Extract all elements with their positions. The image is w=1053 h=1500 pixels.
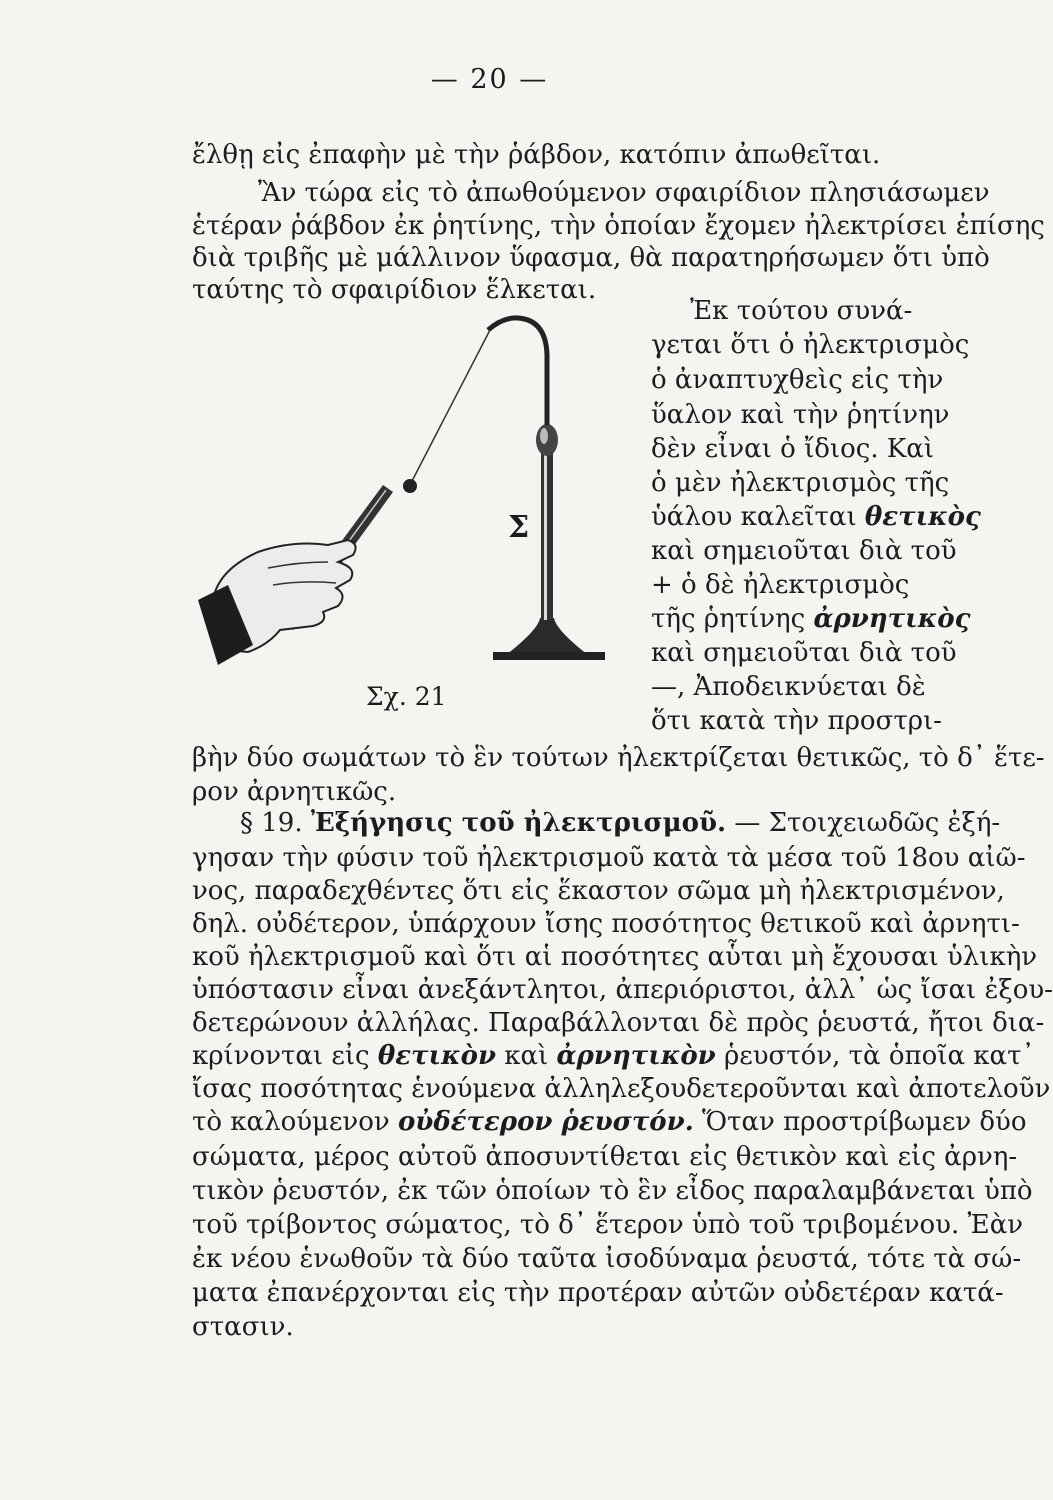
side-text-line: —, Ἀποδεικνύεται δὲ [651,672,926,702]
pendulum-ball [403,479,417,493]
figure-electroscope [188,300,648,720]
side-text-line: + ὁ δὲ ἠλεκτρισμὸς [651,570,910,600]
side-text-line [651,606,970,632]
text-line: στασιν. [192,1312,294,1342]
side-text-line: ὁ ἀναπτυχθεὶς εἰς τὴν [651,365,944,395]
text-line: ἐκ νέου ἑνωθοῦν τὰ δύο ταῦτα ἰσοδύναμα ῥευστά, τότε τὰ σώ- [192,1244,1022,1274]
text-fragment: — Στοιχειωδῶς ἐξή- [734,808,1001,838]
side-text-fragment: ὑάλου καλεῖται [651,502,857,532]
text-line: σώματα, μέρος αὐτοῦ ἀποσυντίθεται εἰς θετικὸν καὶ εἰς ἀρνη- [192,1142,1018,1172]
text-line [192,1043,1034,1069]
side-text-line: καὶ σημειοῦται διὰ τοῦ [651,638,957,668]
side-text-line: Ἐκ τούτου συνά- [690,296,913,326]
side-text-fragment: τῆς ῥητίνης [651,604,806,634]
term-negative-fluid: ἀρνητικὸν [556,1041,716,1071]
text-line: ἑτέραν ῥάβδον ἐκ ῥητίνης, τὴν ὁποίαν ἔχομεν ἠλεκτρίσει ἐπίσης [192,211,1045,241]
stand-arm [488,318,547,425]
text-fragment: τὸ καλούμενον [192,1107,390,1137]
side-text-line: ὁ μὲν ἠλεκτρισμὸς τῆς [651,468,950,498]
side-text-line [651,504,981,530]
stand-base [506,618,588,655]
section-heading: Ἐξήγησις τοῦ ἠλεκτρισμοῦ. [310,808,727,838]
side-text-line: καὶ σημειοῦται διὰ τοῦ [651,536,957,566]
text-fragment: Ὅταν προστρίβωμεν δύο [702,1107,1027,1137]
term-neutral-fluid: οὐδέτερον ῥευστόν. [397,1107,694,1137]
text-line: τοῦ τρίβοντος σώματος, τὸ δ᾽ ἕτερον ὑπὸ τοῦ τριβομένου. Ἐὰν [192,1210,1024,1240]
term-negative: ἀρνητικὸς [813,604,971,634]
text-line: κοῦ ἠλεκτρισμοῦ καὶ ὅτι αἱ ποσότητες αὗται μὴ ἔχουσαι ὑλικὴν [192,942,1038,972]
text-line: νος, παραδεχθέντες ὅτι εἰς ἕκαστον σῶμα μὴ ἠλεκτρισμένον, [192,876,1005,906]
text-line: ἔλθῃ εἰς ἐπαφὴν μὲ τὴν ῥάβδον, κατόπιν ἀπωθεῖται. [192,140,881,170]
text-line: γησαν τὴν φύσιν τοῦ ἠλεκτρισμοῦ κατὰ τὰ μέσα τοῦ 18ου αἰῶ- [192,843,1026,873]
figure-caption: Σχ. 21 [366,682,447,711]
side-text-line: γεται ὅτι ὁ ἠλεκτρισμὸς [651,330,970,360]
side-text-line: δὲν εἶναι ὁ ἴδιος. Καὶ [651,434,935,464]
side-text-line: ὅτι κατὰ τὴν προστρι- [651,706,942,736]
text-fragment: ῥευστόν, τὰ ὁποῖα κατ᾽ [723,1041,1035,1071]
text-fragment: κρίνονται εἰς [192,1041,370,1071]
figure-label-sigma: Σ [508,510,530,545]
text-fragment: καὶ [504,1041,549,1071]
text-line: τικὸν ῥευστόν, ἐκ τῶν ὁποίων τὸ ἓν εἶδος παραλαμβάνεται ὑπὸ [192,1176,1033,1206]
text-line: δηλ. οὐδέτερον, ὑπάρχουν ἴσης ποσότητος θετικοῦ καὶ ἀρνητι- [192,909,1020,939]
text-line: βὴν δύο σωμάτων τὸ ἓν τούτων ἠλεκτρίζεται θετικῶς, τὸ δ᾽ ἕτε- [192,743,1045,773]
text-line: Ἂν τώρα εἰς τὸ ἀπωθούμενον σφαιρίδιον πλησιάσωμεν [258,178,990,208]
pendulum-thread [411,330,490,483]
page-number: — 20 — [430,64,549,95]
stand-base-plate [493,652,605,660]
term-positive-fluid: θετικὸν [377,1041,496,1071]
side-text-line: ὕαλον καὶ τὴν ῥητίνην [651,400,950,430]
text-line: ταύτης τὸ σφαιρίδιον ἕλκεται. [192,275,597,305]
text-line: ρον ἀρνητικῶς. [192,777,397,807]
section-heading-line [240,810,1000,836]
text-line: ἴσας ποσότητας ἑνούμενα ἀλληλεξουδετεροῦνται καὶ ἀποτελοῦν [192,1074,1051,1104]
section-number: § 19. [240,808,303,838]
text-line: δετερώνουν ἀλλήλας. Παραβάλλονται δὲ πρὸς ῥευστά, ἤτοι δια- [192,1008,1045,1038]
text-line: ὑπόστασιν εἶναι ἀνεξάντλητοι, ἀπεριόριστοι, ἀλλ᾽ ὡς ἴσαι ἐξου- [192,975,1053,1005]
text-line: ματα ἐπανέρχονται εἰς τὴν προτέραν αὐτῶν οὐδετέραν κατά- [192,1278,1004,1308]
text-line [192,1109,1027,1135]
term-positive: θετικὸς [864,502,981,532]
text-line: διὰ τριβῆς μὲ μάλλινον ὕφασμα, θὰ παρατηρήσωμεν ὅτι ὑπὸ [192,243,990,273]
